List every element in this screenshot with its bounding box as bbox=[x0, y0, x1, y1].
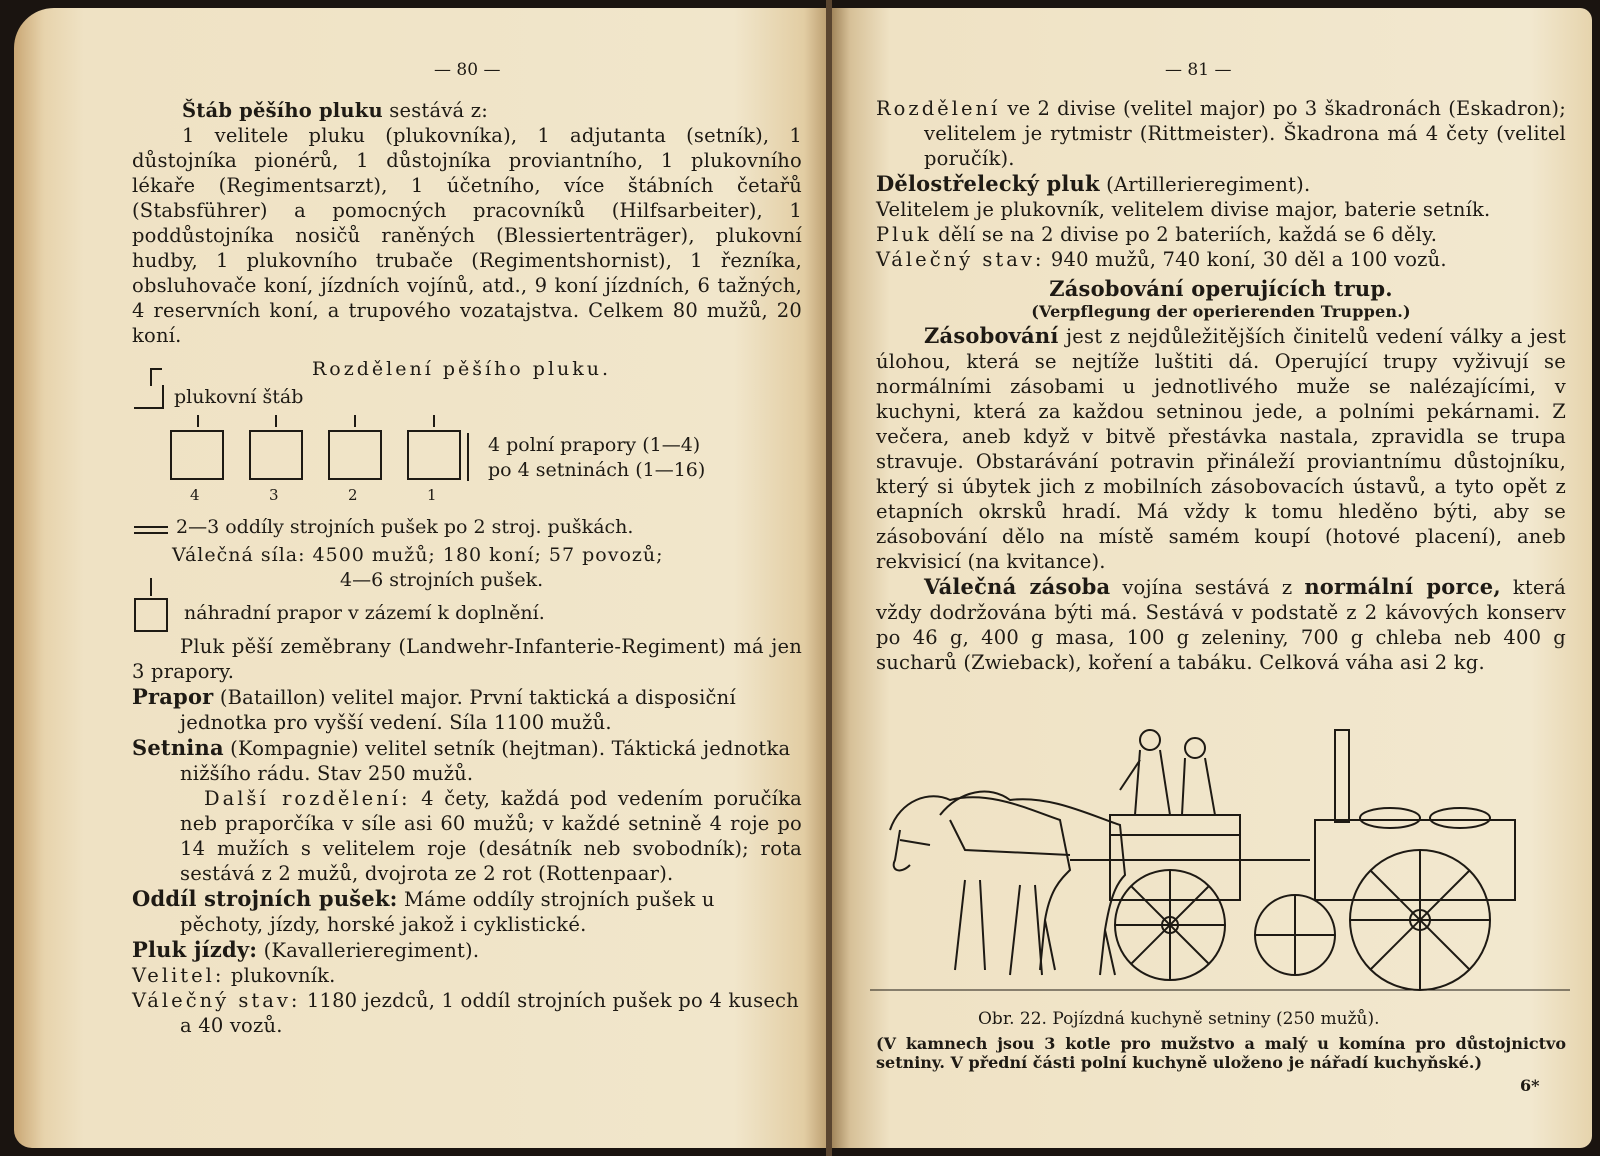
pluk-jizdy-paragraph bbox=[132, 937, 802, 963]
pluk-heading: Pluk bbox=[876, 223, 932, 246]
battalion-box-2 bbox=[328, 430, 382, 480]
staff-heading: Štáb pěšího pluku bbox=[182, 99, 383, 122]
pluk-body: dělí se na 2 divise po 2 bateriích, každá se 6 děly. bbox=[931, 223, 1438, 246]
prapor-heading: Prapor bbox=[132, 684, 214, 709]
delo-heading: Dělostřelecký pluk bbox=[876, 171, 1100, 196]
delo-tail: (Artillerieregiment). bbox=[1099, 173, 1311, 196]
staff-body: 1 velitele pluku (plukovníka), 1 adjutanta (setník), 1 důstojníka pionérů, 1 důstojníka proviantního, 1 plukovního lékaře (Regimentsarzt), 1 účetního, více štábních četařů (Stabsführer) a pomocných pracovníků (Hilfsarbeiter), 1 poddůstojníka nosičů raněných (Blessiertenträger), plukovní hudby, 1 plukovního trubače (Regimentshornist), 1 řezníka, obsluhovače koní, jízdních vojínů, atd., 9 koní jízdních, 6 tažných, 4 reservních koní, a trupového vozatajstva. Celkem 80 mužů, 20 koní. bbox=[132, 124, 802, 347]
battalion-text-1: 4 polní prapory (1—4) bbox=[488, 434, 701, 456]
page-number-right: — 81 — bbox=[1165, 60, 1232, 80]
oddil-heading: Oddíl strojních pušek: bbox=[132, 886, 398, 911]
zasoba-heading: Válečná zásoba bbox=[924, 574, 1111, 599]
diagram-title: Rozdělení pěšího pluku. bbox=[312, 358, 612, 380]
figure-caption: Obr. 22. Pojízdná kuchyně setniny (250 mužů). bbox=[978, 1009, 1380, 1029]
prapor-body: (Bataillon) velitel major. První taktická a disposiční jednotka pro vyšší vedení. Síla 1100 mužů. bbox=[180, 686, 736, 734]
setnina-paragraph bbox=[132, 735, 802, 786]
dalsi-body: 4 čety, každá pod vedením poručíka neb praporčíka v síle asi 60 mužů; v každé setnině 4 roje po 14 mužích s velitelem roje (desátník neb svobodník); rota sestává z 2 mužů, dvojrota ze 2 rot (Rottenpaar). bbox=[180, 787, 802, 885]
zasobovani-heading: Zásobování bbox=[924, 323, 1059, 348]
field-kitchen-illustration bbox=[870, 720, 1570, 1005]
page-number-left: — 80 — bbox=[434, 60, 501, 80]
battalion-num-3: 3 bbox=[269, 486, 279, 504]
battalion-bracket bbox=[467, 433, 469, 481]
landwehr-text: Pluk pěší zeměbrany (Landwehr-Infanterie-Regiment) má jen 3 prapory. bbox=[132, 635, 802, 683]
zasobovani-paragraph bbox=[876, 323, 1566, 574]
tick-1 bbox=[197, 415, 199, 427]
mg-line-bottom bbox=[134, 532, 168, 534]
left-text-top bbox=[132, 98, 802, 348]
signature-mark: 6* bbox=[1520, 1076, 1540, 1095]
delo-body: Velitelem je plukovník, velitelem divise major, baterie setník. bbox=[876, 198, 1491, 221]
rozdeleni-heading: Rozdělení bbox=[876, 97, 1001, 120]
left-page bbox=[14, 8, 830, 1148]
battalion-box-1 bbox=[407, 430, 461, 480]
mg-line-top bbox=[134, 526, 168, 528]
pluk-paragraph bbox=[876, 222, 1566, 247]
tick-3 bbox=[354, 415, 356, 427]
battalion-box-4 bbox=[170, 430, 224, 480]
valecny-heading: Válečný stav: bbox=[132, 989, 301, 1012]
battalion-num-4: 4 bbox=[190, 486, 200, 504]
stav-paragraph bbox=[876, 247, 1566, 272]
pluk-jizdy-body: (Kavallerieregiment). bbox=[257, 939, 480, 962]
left-text-bottom bbox=[132, 634, 802, 1038]
velitel-heading: Velitel: bbox=[132, 964, 225, 987]
staff-heading-tail: sestává z: bbox=[382, 99, 488, 122]
war-strength-2: 4—6 strojních pušek. bbox=[340, 569, 544, 591]
mg-label: 2—3 oddíly strojních pušek po 2 stroj. puškách. bbox=[176, 516, 634, 538]
tick-2 bbox=[275, 415, 277, 427]
reserve-box bbox=[134, 598, 168, 632]
pluk-jizdy-heading: Pluk jízdy: bbox=[132, 937, 258, 962]
battalion-box-3 bbox=[249, 430, 303, 480]
battalion-num-2: 2 bbox=[348, 486, 358, 504]
dalsi-heading: Další rozdělení: bbox=[204, 787, 411, 810]
right-page bbox=[830, 8, 1592, 1148]
tick-4 bbox=[433, 415, 435, 427]
setnina-body: (Kompagnie) velitel setník (hejtman). Táktická jednotka nižšího rádu. Stav 250 mužů. bbox=[180, 737, 791, 785]
battalion-text-2: po 4 setninách (1—16) bbox=[488, 459, 706, 481]
zasoba-mid: vojína sestává z bbox=[1110, 576, 1305, 599]
delo-paragraph bbox=[876, 171, 1566, 197]
staff-label: plukovní štáb bbox=[174, 386, 304, 408]
dalsi-paragraph bbox=[132, 786, 802, 886]
zasobovani-body: jest z nejdůležitějších činitelů vedení války a jest úlohou, která se nejtíže luštiti dá. Operující trupy vyživují se normálními zásobami u jednotlivého muže se nalézajícími, v kuchyni, která za každou setninou jede, a polními pekárnami. Z večera, aneb když v bitvě přestávka nastala, zpravidla se trupa stravuje. Obstarávání potravin přináleží proviantnímu důstojníku, který si úbytek jich z mobilních zásobovacích ústavů, a tyto opět z etapních okrsků hradí. Má vždy k tomu hleděno býti, aby se zásobování dělo na místě samém koupí (hotové placení), aneb rekvisicí (na kvitance). bbox=[876, 325, 1566, 573]
oddil-body: Máme oddíly strojních pušek u pěchoty, jízdy, horské jakož i cyklistické. bbox=[180, 888, 715, 936]
velitel-paragraph bbox=[132, 963, 802, 988]
valecny-paragraph bbox=[132, 988, 802, 1038]
right-text-top bbox=[876, 96, 1566, 675]
setnina-heading: Setnina bbox=[132, 735, 224, 760]
zasoba-body: která vždy dodržována býti má. Sestává v podstatě z 2 kávových konserv po 46 g, 400 g masa, 100 g zeleniny, 700 g chleba neb 400 g sucharů (Zwieback), koření a tabáku. Celková váha asi 2 kg. bbox=[876, 576, 1566, 674]
oddil-paragraph bbox=[132, 886, 802, 937]
staff-flag-pole bbox=[150, 368, 152, 386]
section-subtitle: (Verpflegung der operierenden Truppen.) bbox=[1031, 302, 1411, 321]
rozdeleni-paragraph bbox=[876, 96, 1566, 171]
stav-heading: Válečný stav: bbox=[876, 248, 1045, 271]
regiment-diagram bbox=[132, 358, 812, 638]
war-strength-1: Válečná síla: 4500 mužů; 180 koní; 57 povozů; bbox=[172, 544, 664, 566]
section-title: Zásobování operujících trup. bbox=[1049, 276, 1393, 301]
reserve-label: náhradní prapor v zázemí k doplnění. bbox=[184, 602, 545, 624]
book-gutter bbox=[826, 0, 832, 1156]
prapor-paragraph bbox=[132, 684, 802, 735]
stav-body: 940 mužů, 740 koní, 30 děl a 100 vozů. bbox=[1044, 248, 1447, 271]
zasoba-paragraph bbox=[876, 574, 1566, 675]
zasoba-bold: normální porce, bbox=[1304, 574, 1501, 599]
reserve-flag-pole bbox=[150, 578, 152, 596]
valecny-body: 1180 jezdců, 1 oddíl strojních pušek po 4 kusech a 40 vozů. bbox=[180, 989, 799, 1037]
rozdeleni-body: ve 2 divise (velitel major) po 3 škadronách (Eskadron); velitelem je rytmistr (Rittmeister). Škadrona má 4 čety (velitel poručík). bbox=[924, 97, 1566, 170]
staff-box bbox=[134, 385, 164, 409]
staff-paragraph bbox=[132, 98, 802, 123]
figure-note: (V kamnech jsou 3 kotle pro mužstvo a malý u komína pro důstojnictvo setniny. V přední části polní kuchyně uloženo je nářadí kuchyňské.) bbox=[876, 1034, 1566, 1072]
battalion-num-1: 1 bbox=[427, 486, 437, 504]
velitel-body: plukovník. bbox=[224, 964, 336, 987]
